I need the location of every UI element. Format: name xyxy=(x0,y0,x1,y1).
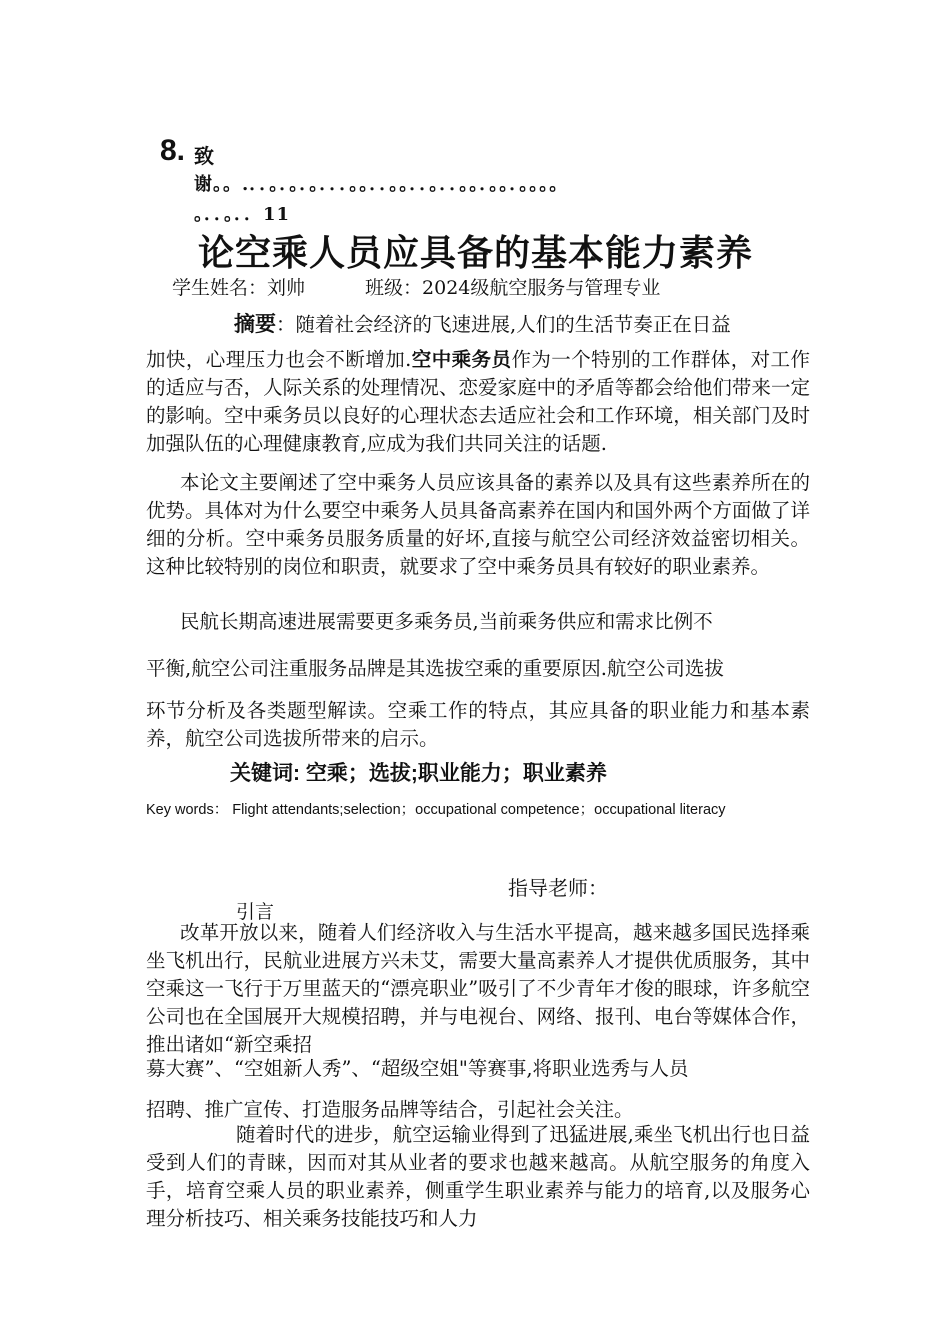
introduction-heading: 引言 xyxy=(236,901,275,923)
paper-title: 论空乘人员应具备的基本能力素养 xyxy=(198,232,754,274)
abstract-line1 xyxy=(146,311,810,339)
keywords-english: Key words： Flight attendants;selection；occupational competence；occupational literacy xyxy=(146,802,726,818)
abstract-paragraph-3-line2: 平衡,航空公司注重服务品牌是其选拔空乘的重要原因.航空公司选拔 xyxy=(146,657,724,680)
abstract-p1-start: 加快，心理压力也会不断增加. xyxy=(146,348,412,371)
abstract-paragraph-3-rest: 环节分析及各类题型解读。空乘工作的特点，其应具备的职业能力和基本素养，航空公司选拔所带来的启示。 xyxy=(146,699,810,750)
advisor-label: 指导老师： xyxy=(508,876,608,900)
student-name: 学生姓名：刘帅 xyxy=(172,277,306,299)
abstract-text-start: ：随着社会经济的飞速进展,人们的生活节奏正在日益 xyxy=(276,313,731,336)
abstract-p1-rest: 作为一个特别的工作群体，对工作的适应与否，人际关系的处理情况、恋爱家庭中的矛盾等都会给他们带来一定的影响。空中乘务员以良好的心理状态去适应社会和工作环境，相关部门及时加强队伍的心理健康教育,应成为我们共同关注的话题. xyxy=(146,348,810,455)
abstract-p1-bold: 空中乘务员 xyxy=(411,349,512,371)
abstract-paragraph-2: 本论文主要阐述了空中乘务人员应该具备的素养以及具有这些素养所在的优势。具体对为什么要空中乘务人员具备高素养在国内和国外两个方面做了详细的分析。空中乘务员服务质量的好坏,直接与航空公司经济效益密切相关。这种比较特别的岗位和职责，就要求了空中乘务员具有较好的职业素养。 xyxy=(146,471,810,578)
keywords-chinese: 关键词: 空乘；选拔;职业能力；职业素养 xyxy=(230,762,607,785)
abstract-paragraph-3-line1: 民航长期高速进展需要更多乘务员,当前乘务供应和需求比例不 xyxy=(180,610,713,633)
intro-paragraph-2: 随着时代的进步，航空运输业得到了迅猛进展,乘坐飞机出行也日益受到人们的青睐，因而对其从业者的要求也越来越高。从航空服务的角度入手，培育空乘人员的职业素养，侧重学生职业素养与能力的培育,以及服务心理分析技巧、相关乘务技能技巧和人力 xyxy=(146,1123,810,1230)
toc-page-number: 。．．。．．11 xyxy=(194,204,291,225)
toc-entry-word: 致 xyxy=(194,144,214,168)
intro-paragraph-1: 改革开放以来，随着人们经济收入与生活水平提高，越来越多国民选择乘坐飞机出行，民航业进展方兴未艾，需要大量高素养人才提供优质服务，其中空乘这一飞行于万里蓝天的“漂亮职业”吸引了不少青年才俊的眼球，许多航空公司也在全国展开大规模招聘，并与电视台、网络、报刊、电台等媒体合作，推出诸如“新空乘招 xyxy=(146,921,810,1056)
abstract-label: 摘要 xyxy=(234,313,276,336)
toc-leader-dots: 谢。。.．．。．。．。．．．。。．．。。．．。．．。。．。。．。。。。 xyxy=(194,174,569,195)
intro-paragraph-1-cont: 募大赛”、“空姐新人秀”、“超级空姐"等赛事,将职业选秀与人员 xyxy=(146,1057,689,1080)
author-line xyxy=(172,273,660,300)
student-class: 班级：2024级航空服务与管理专业 xyxy=(365,277,661,299)
toc-number: 8. xyxy=(160,134,186,167)
intro-paragraph-1-end: 招聘、推广宣传、打造服务品牌等结合，引起社会关注。 xyxy=(146,1098,634,1121)
abstract-paragraph-1 xyxy=(146,346,810,458)
